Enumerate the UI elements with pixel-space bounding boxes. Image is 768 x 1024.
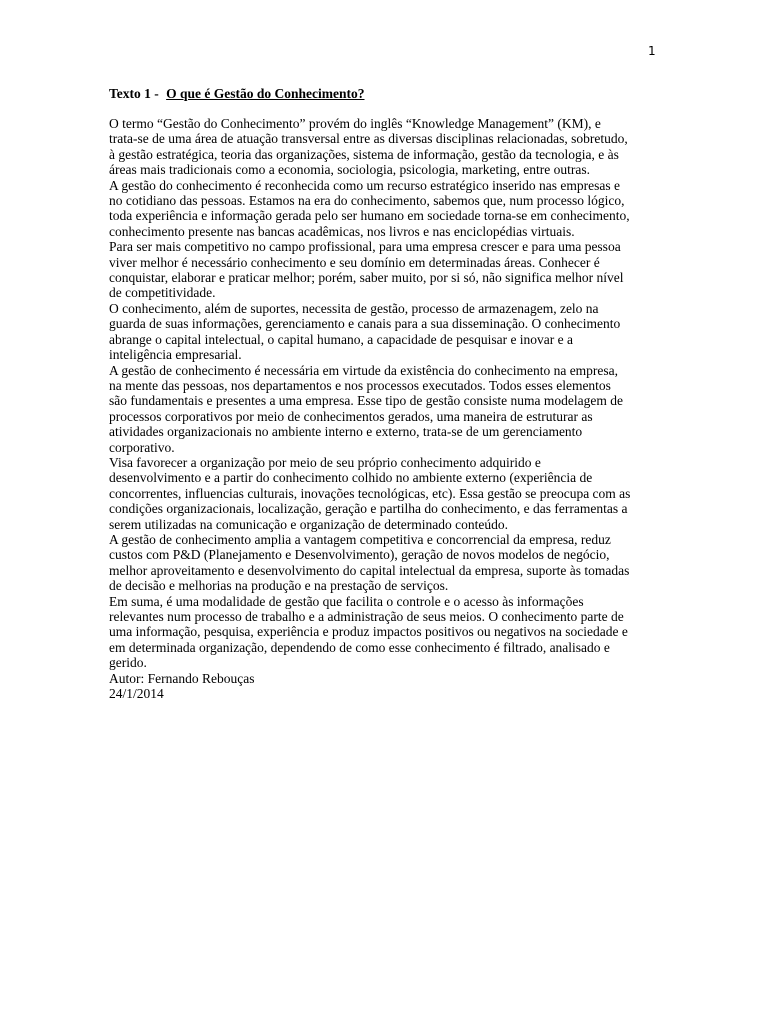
text-line: inteligência empresarial. bbox=[109, 347, 242, 363]
text-line: guarda de suas informações, gerenciamento e canais para a sua disseminação. O conhecimento bbox=[109, 316, 621, 332]
document-title bbox=[109, 86, 365, 102]
title-prefix: Texto 1 - bbox=[109, 86, 159, 101]
text-line: relevantes num processo de trabalho e a administração de seus meios. O conhecimento parte de bbox=[109, 609, 624, 624]
text-line: concorrentes, influencias culturais, inovações tecnológicas, etc). Essa gestão se preocupa com as bbox=[109, 485, 631, 501]
text-line: corporativo. bbox=[109, 439, 175, 455]
text-line: desenvolvimento e a partir do conhecimento colhido no ambiente externo (experiência de bbox=[109, 470, 593, 486]
text-line: áreas mais tradicionais como a economia, sociologia, psicologia, marketing, entre outras. bbox=[109, 162, 590, 178]
date-line: 24/1/2014 bbox=[109, 686, 164, 702]
text-line: trata-se de uma área de atuação transversal entre as diversas disciplinas relacionadas, sobretudo, bbox=[109, 131, 628, 147]
text-line: de decisão e melhorias na produção e na prestação de serviços. bbox=[109, 578, 449, 594]
text-line: gerido. bbox=[109, 655, 147, 671]
text-line: abrange o capital intelectual, o capital humano, a capacidade de pesquisar e inovar e a bbox=[109, 331, 574, 347]
text-line: Em suma, é uma modalidade de gestão que facilita o controle e o acesso às informações bbox=[109, 593, 584, 609]
body-text bbox=[109, 116, 669, 701]
text-line: no cotidiano das pessoas. Estamos na era do conhecimento, sabemos que, num processo lógico, bbox=[109, 193, 625, 209]
text-line: toda experiência e informação gerada pelo ser humano em sociedade torna-se em conhecimento, bbox=[109, 208, 630, 224]
text-line: Visa favorecer a organização por meio de seu próprio conhecimento adquirido e bbox=[109, 454, 541, 470]
text-line: O conhecimento, além de suportes, necessita de gestão, processo de armazenagem, zelo na bbox=[109, 300, 599, 316]
text-line: à gestão estratégica, teoria das organizações, sistema de informação, gestão da tecnologia, e às bbox=[109, 146, 619, 162]
author-line: Autor: Fernando Rebouças bbox=[109, 670, 255, 686]
text-line: A gestão de conhecimento é necessária em virtude da existência do conhecimento na empresa, bbox=[109, 362, 619, 378]
text-line: conhecimento presente nas bancas acadêmicas, nos livros e nas enciclopédias virtuais. bbox=[109, 223, 575, 239]
title-text: O que é Gestão do Conhecimento? bbox=[166, 86, 365, 101]
text-line: uma informação, pesquisa, experiência e produz impactos positivos ou negativos na sociedade e bbox=[109, 624, 628, 640]
text-line: Para ser mais competitivo no campo profissional, para uma empresa crescer e para uma pessoa bbox=[109, 239, 621, 255]
text-line: O termo “Gestão do Conhecimento” provém do inglês “Knowledge Management” (KM), e bbox=[109, 116, 601, 131]
text-line: atividades organizacionais no ambiente interno e externo, trata-se de um gerenciamento bbox=[109, 424, 583, 440]
text-line: A gestão do conhecimento é reconhecida como um recurso estratégico inserido nas empresas e bbox=[109, 177, 620, 193]
text-line: melhor aproveitamento e desenvolvimento do capital intelectual da empresa, suporte às tomadas bbox=[109, 562, 630, 578]
text-line: custos com P&D (Planejamento e Desenvolvimento), geração de novos modelos de negócio, bbox=[109, 547, 610, 563]
text-line: são fundamentais e presentes a uma empresa. Esse tipo de gestão consiste numa modelagem de bbox=[109, 393, 623, 409]
text-line: conquistar, elaborar e praticar melhor; porém, saber muito, por si só, não significa melhor nível bbox=[109, 270, 624, 286]
text-line: A gestão de conhecimento amplia a vantagem competitiva e concorrencial da empresa, reduz bbox=[109, 531, 611, 547]
page-number: 1 bbox=[648, 44, 656, 58]
text-line: na mente das pessoas, nos departamentos e nos processos executados. Todos esses elementos bbox=[109, 377, 611, 393]
text-line: de competitividade. bbox=[109, 285, 216, 301]
text-line: em determinada organização, dependendo de como esse conhecimento é filtrado, analisado e bbox=[109, 639, 610, 655]
text-line: serem utilizadas na comunicação e organização de determinado conteúdo. bbox=[109, 516, 508, 532]
text-line: viver melhor é necessário conhecimento e seu domínio em determinadas áreas. Conhecer é bbox=[109, 254, 600, 270]
text-line: processos corporativos por meio de conhecimentos gerados, uma maneira de estruturar as bbox=[109, 408, 593, 424]
text-line: condições organizacionais, localização, geração e partilha do conhecimento, e das ferramentas a bbox=[109, 501, 628, 517]
